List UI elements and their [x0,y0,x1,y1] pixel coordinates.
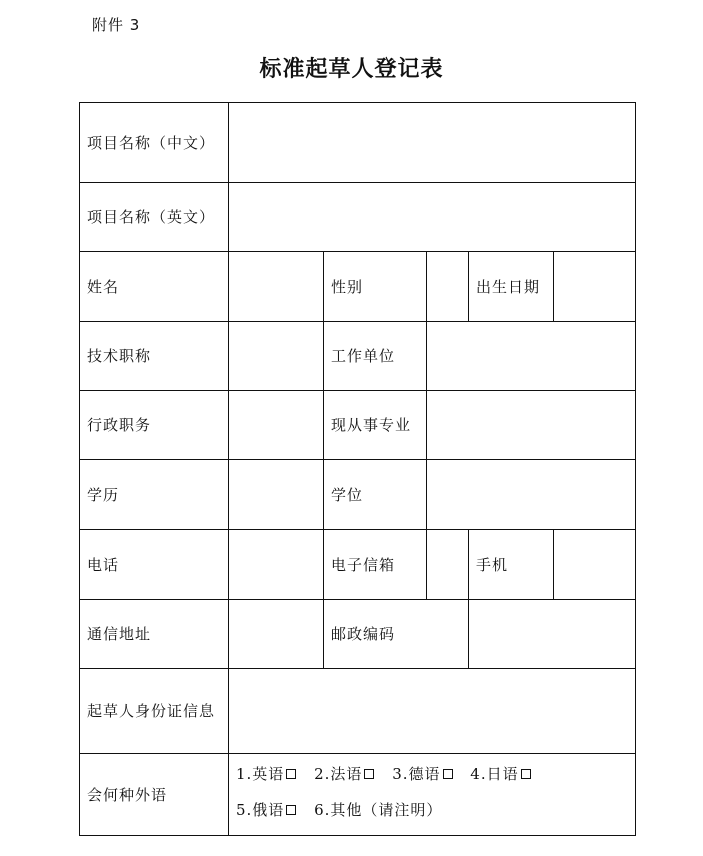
language-option-japanese[interactable] [470,765,530,783]
language-option-russian[interactable] [236,801,296,819]
grid-line [79,321,636,322]
grid-line [79,182,636,183]
label-address [79,599,228,668]
label-birth-date [468,251,553,321]
label-workplace-text: 工作单位 [331,347,396,365]
label-degree [323,459,426,529]
grid-line [228,102,229,836]
grid-line [323,251,324,668]
label-specialty [323,390,426,459]
grid-line [79,753,636,754]
checkbox-french[interactable] [364,769,374,779]
languages-line-2 [236,799,454,820]
input-project-name-en[interactable] [228,182,635,251]
label-admin-post [79,390,228,459]
language-option-german[interactable] [392,765,452,783]
label-project-name-cn [79,102,228,182]
checkbox-russian[interactable] [286,805,296,815]
input-tech-title[interactable] [228,321,323,390]
label-admin-post-text: 行政职务 [87,416,152,434]
grid-line [553,529,554,599]
input-email[interactable] [426,529,468,599]
languages-line-1 [236,763,543,784]
grid-line [79,390,636,391]
label-specialty-text: 现从事专业 [331,416,412,434]
checkbox-japanese[interactable] [521,769,531,779]
label-tech-title [79,321,228,390]
label-project-name-en [79,182,228,251]
label-phone-text: 电话 [87,555,120,574]
language-other-label: 6.其他（请注明） [314,801,443,819]
label-id-info-text: 起草人身份证信息 [87,702,216,720]
grid-line [79,102,80,836]
grid-line [79,459,636,460]
label-email-text: 电子信箱 [331,555,396,574]
input-mobile[interactable] [553,529,635,599]
language-german-label: 3.德语 [392,765,441,783]
label-tech-title-text: 技术职称 [87,347,152,365]
language-option-english[interactable] [236,765,296,783]
input-workplace[interactable] [426,321,635,390]
grid-line [79,102,636,103]
label-postcode [323,599,468,668]
checkbox-english[interactable] [286,769,296,779]
input-degree[interactable] [426,459,635,529]
grid-line [426,251,427,599]
language-english-label: 1.英语 [236,765,285,783]
languages-options [228,753,635,836]
grid-line [468,529,469,599]
label-address-text: 通信地址 [87,625,152,643]
label-id-info [79,668,228,753]
input-specialty[interactable] [426,390,635,459]
label-education-text: 学历 [87,485,120,504]
input-birth-date[interactable] [553,251,635,321]
input-education[interactable] [228,459,323,529]
label-languages-text: 会何种外语 [87,786,168,804]
label-birth-date-text: 出生日期 [476,277,541,296]
label-phone [79,529,228,599]
label-gender-text: 性别 [331,277,364,296]
annex-label: 附件 3 [92,16,141,34]
checkbox-german[interactable] [443,769,453,779]
language-russian-label: 5.俄语 [236,801,285,819]
label-mobile-text: 手机 [476,555,509,574]
input-gender[interactable] [426,251,468,321]
label-name-text: 姓名 [87,277,120,296]
grid-line [79,599,636,600]
input-phone[interactable] [228,529,323,599]
label-languages [79,753,228,836]
label-workplace [323,321,426,390]
label-education [79,459,228,529]
input-postcode[interactable] [468,599,635,668]
label-project-name-cn-text: 项目名称（中文） [87,133,216,152]
grid-line [468,599,469,668]
label-project-name-en-text: 项目名称（英文） [87,208,216,226]
input-admin-post[interactable] [228,390,323,459]
label-name [79,251,228,321]
grid-line [79,835,636,836]
form-title: 标准起草人登记表 [259,56,444,82]
input-address[interactable] [228,599,323,668]
grid-line [553,251,554,321]
input-project-name-cn[interactable] [228,102,635,182]
grid-line [79,668,636,669]
label-gender [323,251,426,321]
label-mobile [468,529,553,599]
language-french-label: 2.法语 [314,765,363,783]
language-japanese-label: 4.日语 [470,765,519,783]
grid-line [635,102,636,836]
input-id-info[interactable] [228,668,635,753]
language-option-other[interactable] [314,801,442,819]
label-degree-text: 学位 [331,485,364,504]
input-name[interactable] [228,251,323,321]
language-option-french[interactable] [314,765,374,783]
label-email [323,529,426,599]
label-postcode-text: 邮政编码 [331,625,396,643]
grid-line [468,251,469,321]
